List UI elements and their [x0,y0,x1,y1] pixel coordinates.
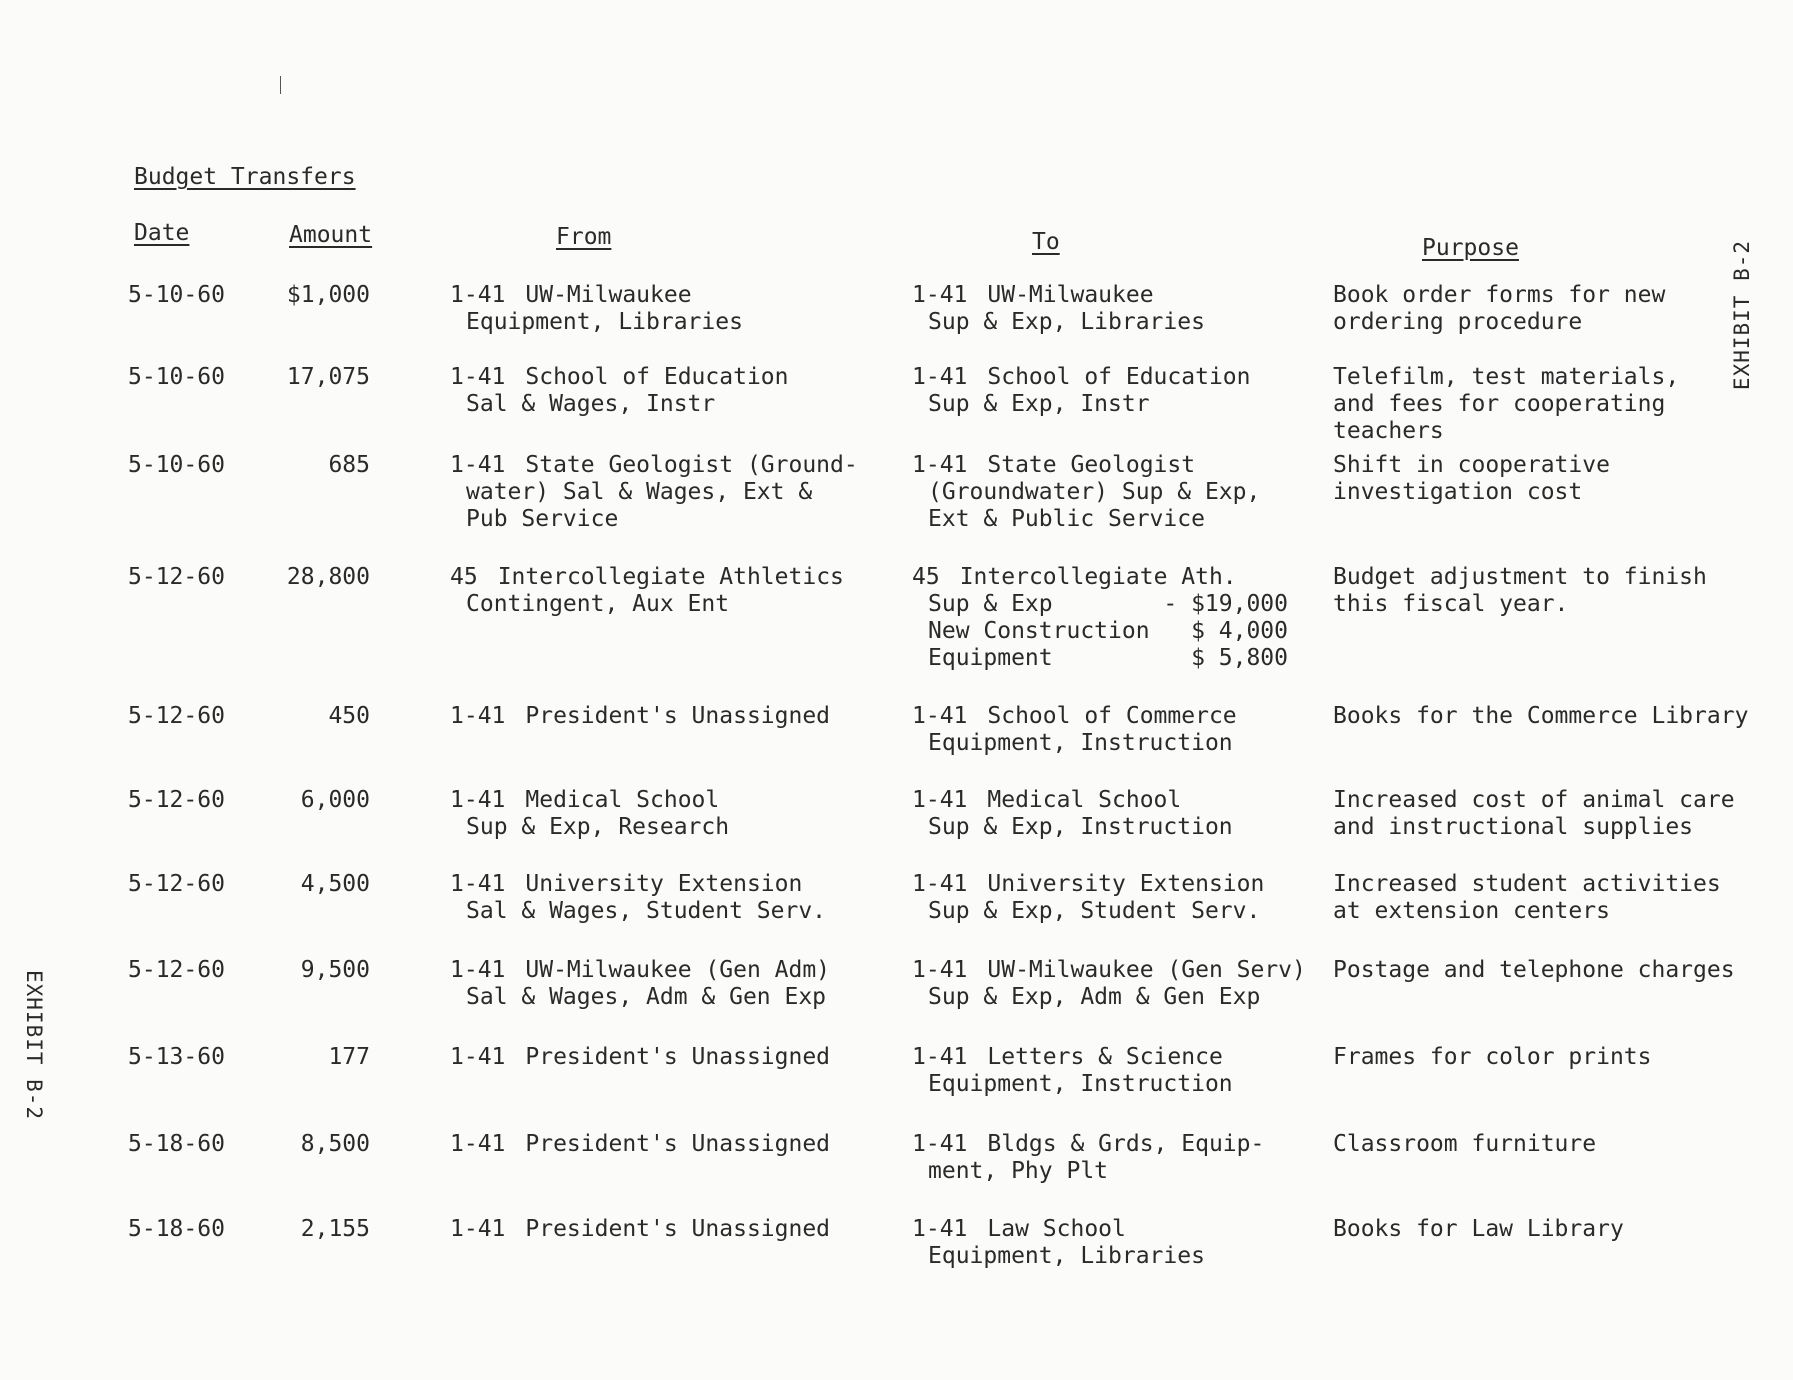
from-text: University Extension [525,871,803,897]
breakdown-value: $ 5,800 [1191,645,1288,671]
to-account-code: 1-41 [912,364,968,390]
from-line [450,984,830,1011]
breakdown-value: $ 4,000 [1191,618,1288,644]
purpose-line: Telefilm, test materials, [1333,364,1680,390]
to-text: Equipment, Instruction [928,730,1233,756]
to-text: Ext & Public Service [928,506,1205,532]
from-text: President's Unassigned [525,1044,831,1070]
from-text: Intercollegiate Athletics [497,564,844,590]
to-account-code: 1-41 [912,1216,968,1242]
to-cell [912,282,1205,336]
to-line [912,506,1260,533]
to-cell [912,452,1260,533]
from-account-code: 1-41 [450,452,506,478]
amount-cell: 4,500 [300,871,370,897]
from-cell [450,282,743,336]
to-cell [912,787,1233,841]
breakdown-label: Sup & Exp [928,591,1053,617]
purpose-line: this fiscal year. [1333,591,1569,617]
to-text: (Groundwater) Sup & Exp, [928,479,1261,505]
purpose-line: teachers [1333,418,1444,444]
from-cell [450,452,858,533]
to-text: School of Commerce [987,703,1237,729]
from-cell [450,871,826,925]
from-text: Sal & Wages, Adm & Gen Exp [466,984,827,1010]
to-line [912,814,1233,841]
from-line [450,479,858,506]
purpose-cell [1333,1216,1624,1243]
to-line [912,787,1233,814]
from-text: Contingent, Aux Ent [466,591,730,617]
from-account-code: 1-41 [450,957,506,983]
to-account-code: 1-41 [912,1131,968,1157]
to-text: School of Education [987,364,1251,390]
to-breakdown-line [912,618,1288,645]
to-line [912,564,1288,591]
from-account-code: 1-41 [450,787,506,813]
from-line [450,1044,830,1071]
to-cell [912,564,1288,672]
amount-cell: $1,000 [286,282,370,308]
purpose-cell [1333,1044,1652,1071]
from-text: Sup & Exp, Research [466,814,730,840]
from-text: School of Education [525,364,789,390]
to-line [912,730,1237,757]
purpose-line: Frames for color prints [1333,1044,1652,1070]
amount-cell: 685 [328,452,370,478]
from-text: UW-Milwaukee [525,282,692,308]
purpose-line: at extension centers [1333,898,1610,924]
to-text: Letters & Science [987,1044,1223,1070]
amount-cell: 2,155 [300,1216,370,1242]
to-breakdown-line [912,645,1288,672]
date-cell: 5-13-60 [128,1044,225,1070]
to-cell [912,1044,1233,1098]
date-cell: 5-10-60 [128,364,225,390]
to-cell [912,364,1251,418]
from-line [450,787,729,814]
purpose-line: ordering procedure [1333,309,1583,335]
to-text: Equipment, Libraries [928,1243,1205,1269]
header-purpose: Purpose [1422,235,1519,261]
from-cell [450,1044,830,1071]
to-text: Sup & Exp, Student Serv. [928,898,1261,924]
from-account-code: 1-41 [450,1131,506,1157]
breakdown-label: Equipment [928,645,1053,671]
date-cell: 5-12-60 [128,957,225,983]
from-line [450,364,789,391]
to-line [912,282,1205,309]
amount-cell: 9,500 [300,957,370,983]
date-cell: 5-18-60 [128,1131,225,1157]
margin-mark [280,76,281,94]
from-line [450,591,844,618]
from-line [450,452,858,479]
purpose-line: investigation cost [1333,479,1583,505]
to-text: Sup & Exp, Libraries [928,309,1205,335]
from-line [450,506,858,533]
from-line [450,1216,830,1243]
purpose-line: Increased student activities [1333,871,1721,897]
to-line [912,1216,1205,1243]
to-account-code: 1-41 [912,787,968,813]
from-account-code: 45 [450,564,478,590]
to-line [912,309,1205,336]
to-line [912,984,1306,1011]
to-account-code: 1-41 [912,452,968,478]
from-text: Equipment, Libraries [466,309,743,335]
to-text: Bldgs & Grds, Equip- [987,1131,1265,1157]
to-line [912,898,1264,925]
from-cell [450,957,830,1011]
to-account-code: 1-41 [912,282,968,308]
from-text: UW-Milwaukee (Gen Adm) [525,957,831,983]
date-cell: 5-12-60 [128,703,225,729]
from-account-code: 1-41 [450,1216,506,1242]
to-line [912,391,1251,418]
from-account-code: 1-41 [450,703,506,729]
to-text: Sup & Exp, Instruction [928,814,1233,840]
to-text: Intercollegiate Ath. [959,564,1237,590]
amount-cell: 450 [328,703,370,729]
to-cell [912,1131,1264,1185]
date-cell: 5-10-60 [128,282,225,308]
to-text: ment, Phy Plt [928,1158,1109,1184]
purpose-cell [1333,957,1735,984]
purpose-line: Postage and telephone charges [1333,957,1735,983]
from-cell [450,564,844,618]
date-cell: 5-12-60 [128,564,225,590]
purpose-cell [1333,703,1748,730]
header-date: Date [134,220,190,246]
exhibit-label-left: EXHIBIT B-2 [22,970,46,1121]
to-line [912,1131,1264,1158]
to-line [912,452,1260,479]
to-account-code: 1-41 [912,703,968,729]
from-text: Sal & Wages, Student Serv. [466,898,827,924]
from-line [450,703,830,730]
header-from: From [556,224,612,250]
to-text: Medical School [987,787,1182,813]
amount-cell: 6,000 [300,787,370,813]
to-line [912,479,1260,506]
to-line [912,364,1251,391]
purpose-cell [1333,871,1721,925]
from-text: President's Unassigned [525,703,831,729]
to-text: Equipment, Instruction [928,1071,1233,1097]
from-text: President's Unassigned [525,1131,831,1157]
header-to: To [1032,229,1060,255]
from-account-code: 1-41 [450,364,506,390]
to-account-code: 1-41 [912,957,968,983]
from-account-code: 1-41 [450,282,506,308]
date-cell: 5-10-60 [128,452,225,478]
to-cell [912,703,1237,757]
purpose-line: Books for Law Library [1333,1216,1624,1242]
page-title: Budget Transfers [134,164,356,190]
to-cell [912,871,1264,925]
to-text: UW-Milwaukee [987,282,1154,308]
to-line [912,871,1264,898]
purpose-cell [1333,364,1679,445]
to-line [912,1071,1233,1098]
to-account-code: 45 [912,564,940,590]
date-cell: 5-18-60 [128,1216,225,1242]
to-cell [912,1216,1205,1270]
purpose-line: Books for the Commerce Library [1333,703,1749,729]
to-text: Law School [987,1216,1126,1242]
amount-cell: 28,800 [286,564,370,590]
to-account-code: 1-41 [912,1044,968,1070]
from-account-code: 1-41 [450,1044,506,1070]
to-line [912,1243,1205,1270]
to-breakdown-line [912,591,1288,618]
purpose-line: and instructional supplies [1333,814,1694,840]
from-cell [450,787,729,841]
from-line [450,898,826,925]
purpose-cell [1333,1131,1596,1158]
from-cell [450,703,830,730]
purpose-cell [1333,282,1665,336]
amount-cell: 177 [328,1044,370,1070]
from-text: water) Sal & Wages, Ext & [466,479,813,505]
to-text: Sup & Exp, Instr [928,391,1150,417]
from-line [450,564,844,591]
from-text: Medical School [525,787,720,813]
to-line [912,1158,1264,1185]
purpose-line: Budget adjustment to finish [1333,564,1707,590]
to-account-code: 1-41 [912,871,968,897]
to-text: Sup & Exp, Adm & Gen Exp [928,984,1261,1010]
from-account-code: 1-41 [450,871,506,897]
from-line [450,1131,830,1158]
purpose-line: Increased cost of animal care [1333,787,1735,813]
from-text: State Geologist (Ground- [525,452,858,478]
to-text: State Geologist [987,452,1196,478]
from-line [450,282,743,309]
from-text: Sal & Wages, Instr [466,391,716,417]
to-text: University Extension [987,871,1265,897]
purpose-line: Classroom furniture [1333,1131,1597,1157]
from-text: President's Unassigned [525,1216,831,1242]
from-line [450,957,830,984]
purpose-line: Book order forms for new [1333,282,1666,308]
header-amount: Amount [289,222,373,248]
to-line [912,1044,1233,1071]
from-text: Pub Service [466,506,619,532]
purpose-cell [1333,564,1707,618]
purpose-line: and fees for cooperating [1333,391,1666,417]
date-cell: 5-12-60 [128,871,225,897]
from-line [450,391,789,418]
from-cell [450,1216,830,1243]
breakdown-value: - $19,000 [1163,591,1288,617]
exhibit-label-right: EXHIBIT B-2 [1730,240,1754,391]
to-cell [912,957,1306,1011]
amount-cell: 17,075 [286,364,370,390]
to-text: UW-Milwaukee (Gen Serv) [987,957,1306,983]
date-cell: 5-12-60 [128,787,225,813]
amount-cell: 8,500 [300,1131,370,1157]
purpose-line: Shift in cooperative [1333,452,1610,478]
from-line [450,309,743,336]
from-cell [450,364,789,418]
from-line [450,814,729,841]
breakdown-label: New Construction [928,618,1150,644]
to-line [912,703,1237,730]
from-cell [450,1131,830,1158]
from-line [450,871,826,898]
purpose-cell [1333,787,1735,841]
purpose-cell [1333,452,1610,506]
to-line [912,957,1306,984]
